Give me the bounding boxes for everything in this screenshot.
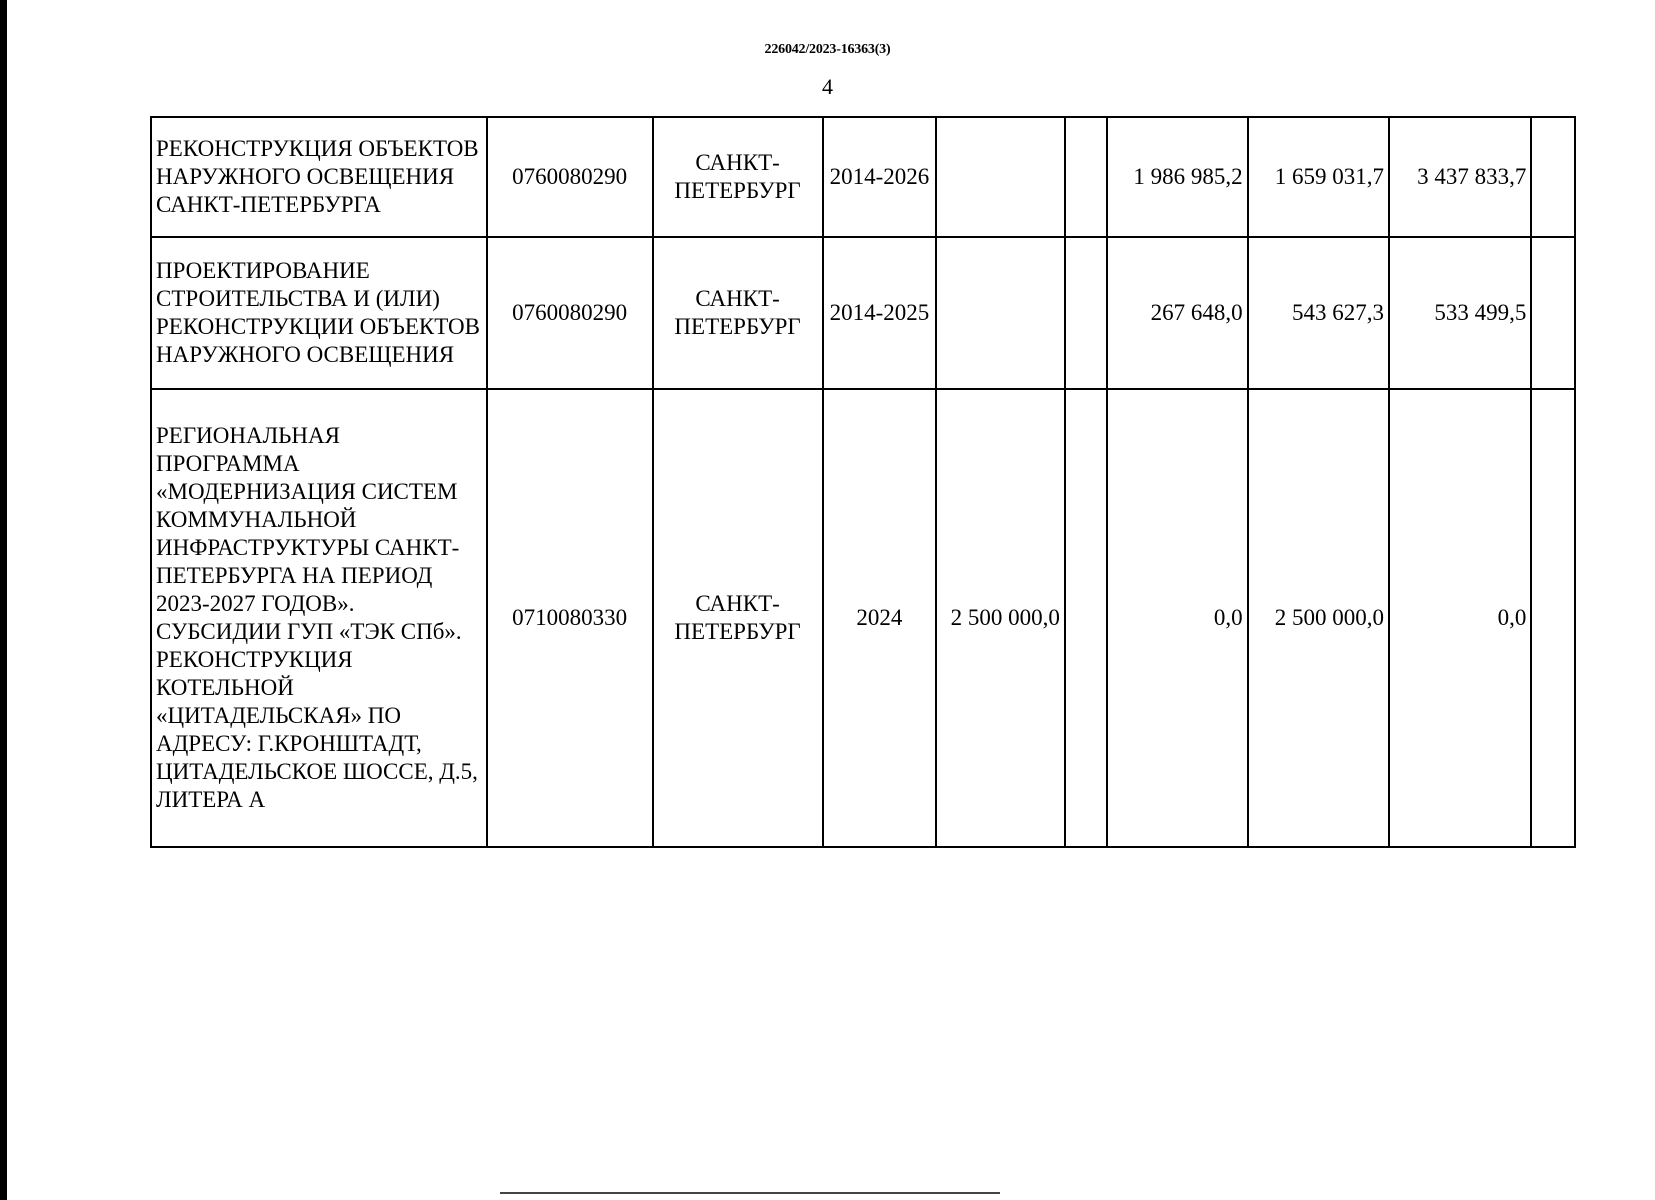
sum-2024-cell: 0,0 xyxy=(1107,389,1247,847)
sum-2026-cell: 533 499,5 xyxy=(1389,237,1531,389)
code-cell: 0710080330 xyxy=(487,389,653,847)
capacity-cell xyxy=(936,237,1065,389)
location-cell: САНКТ-ПЕТЕРБУРГ xyxy=(653,117,823,237)
scan-artifact-line xyxy=(500,1192,1000,1194)
capacity-cell: 2 500 000,0 xyxy=(936,389,1065,847)
unit-cell xyxy=(1065,389,1108,847)
budget-table xyxy=(150,116,1576,848)
sum-2024-cell: 1 986 985,2 xyxy=(1107,117,1247,237)
code-cell: 0760080290 xyxy=(487,117,653,237)
unit-cell xyxy=(1065,117,1108,237)
sum-2025-cell: 543 627,3 xyxy=(1248,237,1389,389)
years-cell: 2014-2026 xyxy=(823,117,937,237)
table-row xyxy=(151,237,1575,389)
page-number: 4 xyxy=(822,74,833,99)
capacity-cell xyxy=(936,117,1065,237)
unit-cell xyxy=(1065,237,1108,389)
extra-cell xyxy=(1531,389,1575,847)
object-name-cell: ПРОЕКТИРОВАНИЕ СТРОИТЕЛЬСТВА И (ИЛИ) РЕКОНСТРУКЦИИ ОБЪЕКТОВ НАРУЖНОГО ОСВЕЩЕНИЯ xyxy=(151,237,487,389)
table-row xyxy=(151,389,1575,847)
code-cell: 0760080290 xyxy=(487,237,653,389)
extra-cell xyxy=(1531,237,1575,389)
object-name-cell: РЕКОНСТРУКЦИЯ ОБЪЕКТОВ НАРУЖНОГО ОСВЕЩЕНИЯ САНКТ-ПЕТЕРБУРГА xyxy=(151,117,487,237)
table-row xyxy=(151,117,1575,237)
location-cell: САНКТ-ПЕТЕРБУРГ xyxy=(653,237,823,389)
extra-cell xyxy=(1531,117,1575,237)
sum-2026-cell: 0,0 xyxy=(1389,389,1531,847)
sum-2025-cell: 1 659 031,7 xyxy=(1248,117,1389,237)
years-cell: 2014-2025 xyxy=(823,237,937,389)
scan-edge xyxy=(0,0,7,1200)
years-cell: 2024 xyxy=(823,389,937,847)
document-id: 226042/2023-16363(3) xyxy=(764,42,891,57)
object-name-cell: РЕГИОНАЛЬНАЯ ПРОГРАММА «МОДЕРНИЗАЦИЯ СИСТЕМ КОММУНАЛЬНОЙ ИНФРАСТРУКТУРЫ САНКТ-ПЕТЕРБУРГА НА ПЕРИОД 2023-2027 ГОДОВ». СУБСИДИИ ГУП «ТЭК СПб». РЕКОНСТРУКЦИЯ КОТЕЛЬНОЙ «ЦИТАДЕЛЬСКАЯ» ПО АДРЕСУ: Г.КРОНШТАДТ, ЦИТАДЕЛЬСКОЕ ШОССЕ, Д.5, ЛИТЕРА А xyxy=(151,389,487,847)
sum-2025-cell: 2 500 000,0 xyxy=(1248,389,1389,847)
sum-2026-cell: 3 437 833,7 xyxy=(1389,117,1531,237)
location-cell: САНКТ-ПЕТЕРБУРГ xyxy=(653,389,823,847)
sum-2024-cell: 267 648,0 xyxy=(1107,237,1247,389)
